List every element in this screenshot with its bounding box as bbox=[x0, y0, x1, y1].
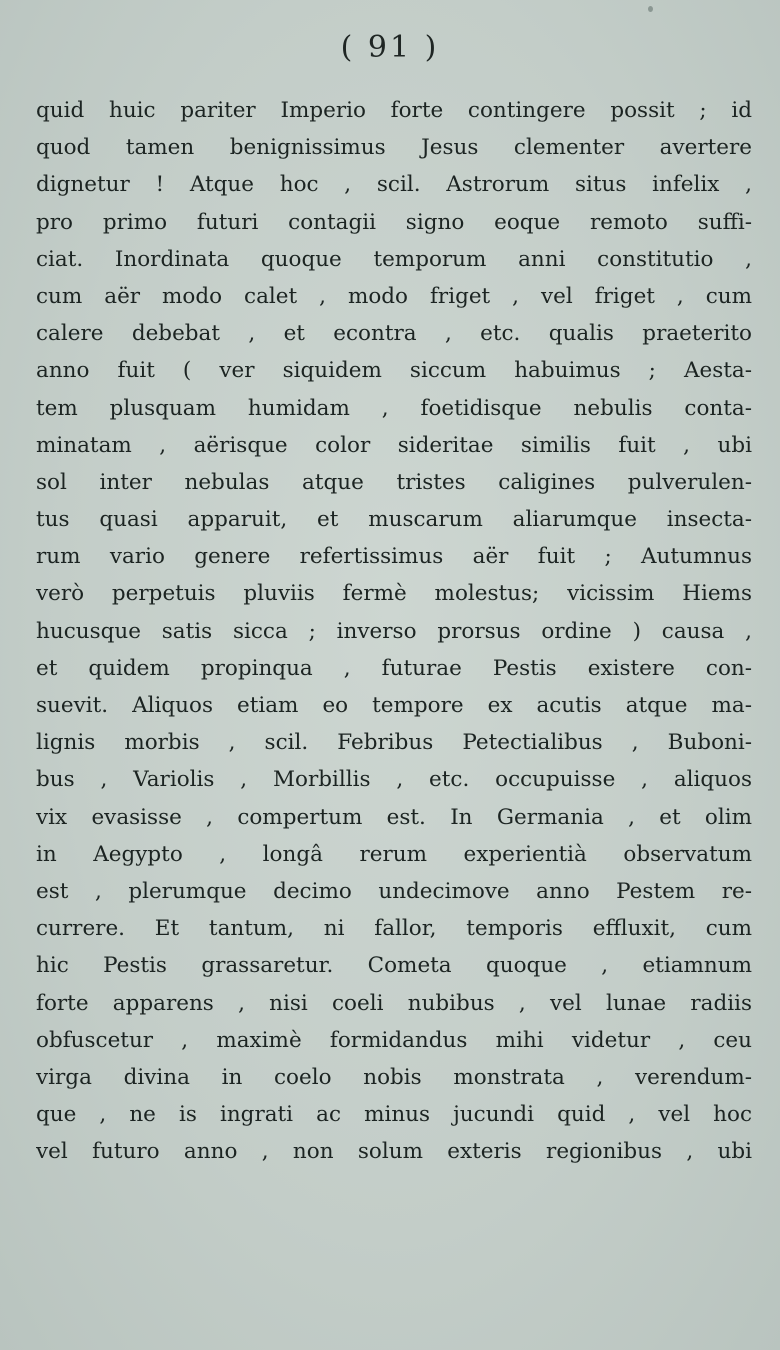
page-number: ( 91 ) bbox=[340, 30, 440, 65]
text-line-10: minatam , aërisque color sideritae similis fuit , ubi bbox=[36, 432, 752, 458]
text-line-23: currere. Et tantum, ni fallor, temporis effluxit, cum bbox=[36, 916, 752, 942]
text-line-19: bus , Variolis , Morbillis , etc. occupuisse , aliquos bbox=[36, 767, 752, 793]
body-text bbox=[36, 92, 752, 1170]
text-line-2: quod tamen benignissimus Jesus clementer avertere bbox=[36, 135, 752, 161]
text-line-25: forte apparens , nisi coeli nubibus , vel lunae radiis bbox=[36, 990, 752, 1016]
text-line-1: quid huic pariter Imperio forte contingere possit ; id bbox=[36, 98, 752, 123]
ink-speck bbox=[648, 6, 653, 12]
text-line-14: verò perpetuis pluviis fermè molestus; vicissim Hiems bbox=[36, 581, 752, 607]
text-line-16: et quidem propinqua , futurae Pestis existere con- bbox=[36, 655, 752, 681]
text-line-17: suevit. Aliquos etiam eo tempore ex acutis atque ma- bbox=[36, 693, 752, 718]
text-line-11: sol inter nebulas atque tristes caligines pulverulen- bbox=[36, 469, 752, 495]
text-line-22: est , plerumque decimo undecimove anno Pestem re- bbox=[36, 878, 752, 904]
text-line-12: tus quasi apparuit, et muscarum aliarumque insecta- bbox=[36, 507, 752, 533]
text-line-29: vel futuro anno , non solum exteris regionibus , ubi bbox=[36, 1139, 752, 1165]
text-line-13: rum vario genere refertissimus aër fuit ; Autumnus bbox=[36, 544, 752, 570]
text-line-15: hucusque satis sicca ; inverso prorsus ordine ) causa , bbox=[36, 618, 752, 644]
text-line-20: vix evasisse , compertum est. In Germania , et olim bbox=[36, 804, 752, 830]
text-line-8: anno fuit ( ver siquidem siccum habuimus ; Aesta- bbox=[36, 358, 752, 384]
text-line-4: pro primo futuri contagii signo eoque remoto suffi- bbox=[36, 209, 752, 235]
text-line-6: cum aër modo calet , modo friget , vel friget , cum bbox=[36, 283, 752, 309]
text-line-18: lignis morbis , scil. Febribus Petectialibus , Buboni- bbox=[36, 730, 752, 756]
text-line-7: calere debebat , et econtra , etc. qualis praeterito bbox=[36, 321, 752, 347]
text-line-28: que , ne is ingrati ac minus jucundi quid , vel hoc bbox=[36, 1102, 752, 1128]
text-line-5: ciat. Inordinata quoque temporum anni constitutio , bbox=[36, 246, 752, 272]
text-line-26: obfuscetur , maximè formidandus mihi videtur , ceu bbox=[36, 1027, 752, 1053]
text-line-24: hic Pestis grassaretur. Cometa quoque , etiamnum bbox=[36, 953, 752, 979]
text-line-3: dignetur ! Atque hoc , scil. Astrorum situs infelix , bbox=[36, 172, 752, 198]
text-line-9: tem plusquam humidam , foetidisque nebulis conta- bbox=[36, 395, 752, 421]
text-line-21: in Aegypto , longâ rerum experientià observatum bbox=[36, 841, 752, 867]
text-line-27: virga divina in coelo nobis monstrata , verendum- bbox=[36, 1064, 752, 1090]
